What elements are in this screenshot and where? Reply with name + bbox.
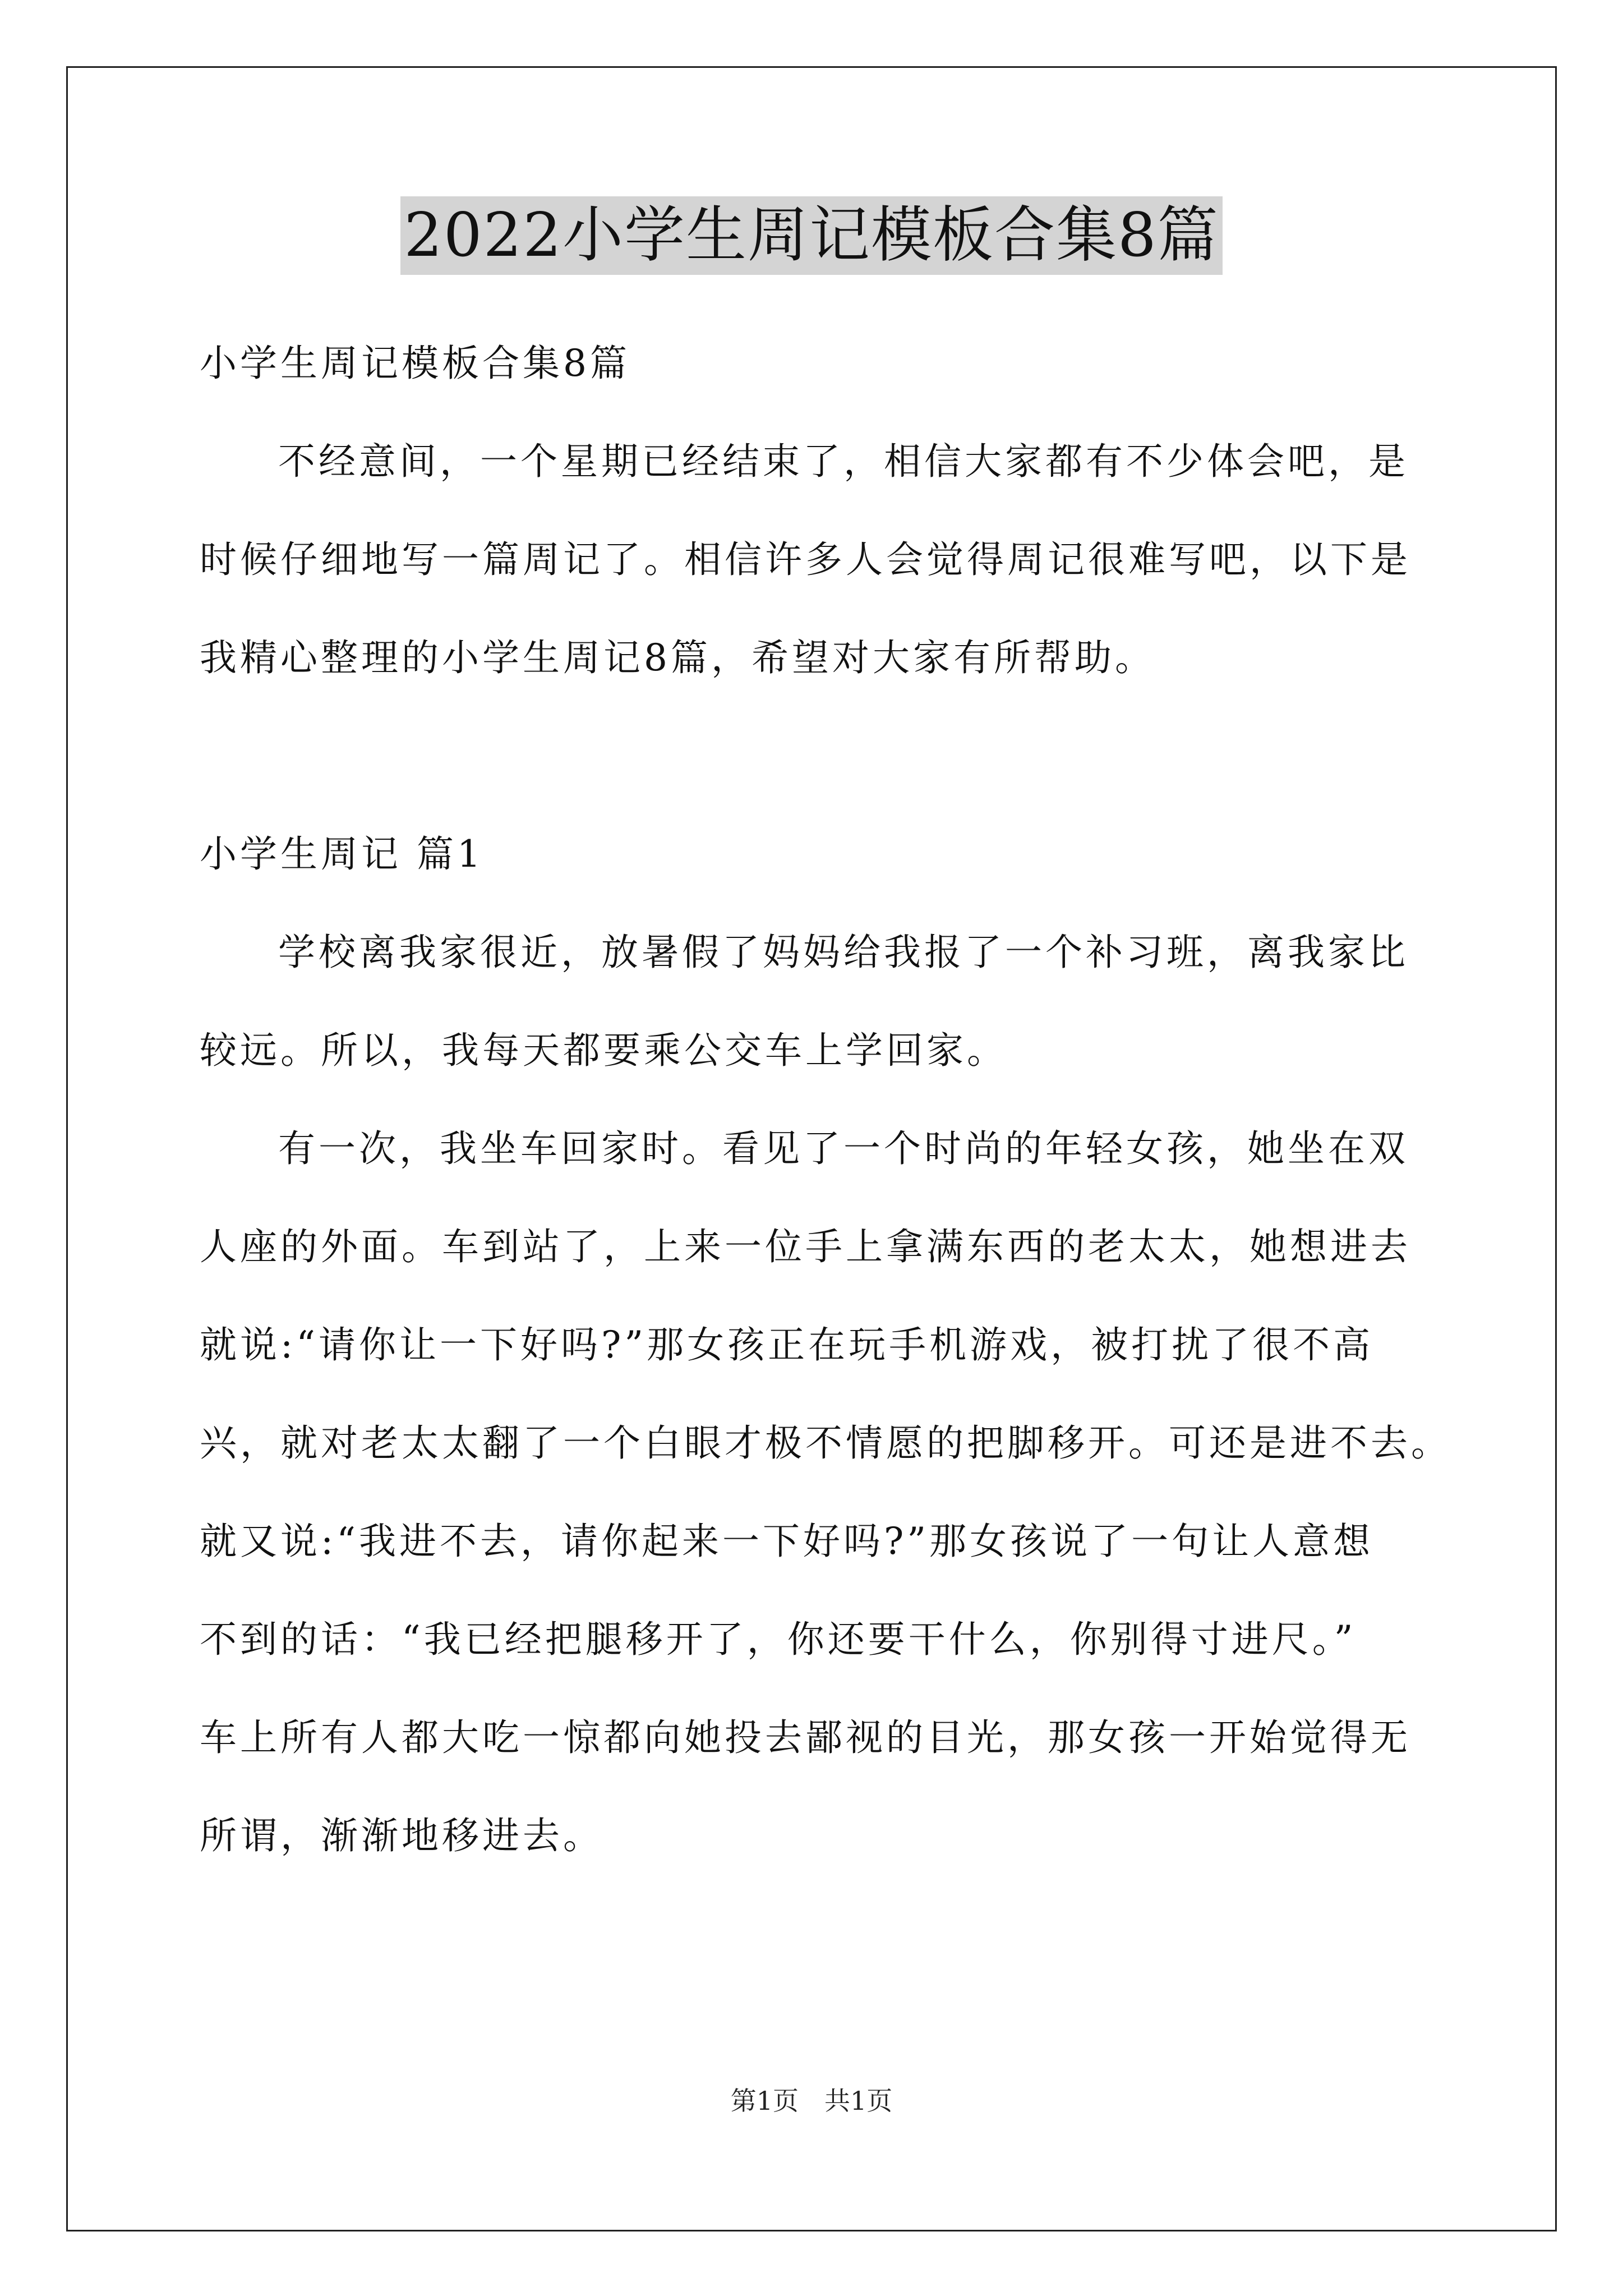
paragraph-line: 较远。所以，我每天都要乘公交车上学回家。 <box>200 1029 1007 1072</box>
page-footer: 第1页 共1页 <box>730 2086 893 2116</box>
paragraph-line: 就又说:“我进不去，请你起来一下好吗?”那女孩说了一句让人意想 <box>200 1520 1374 1563</box>
paragraph-line: 就说:“请你让一下好吗?”那女孩正在玩手机游戏，被打扰了很不高 <box>200 1323 1374 1366</box>
document-subtitle: 小学生周记模板合集8篇 <box>200 342 630 385</box>
paragraph-line: 有一次，我坐车回家时。看见了一个时尚的年轻女孩，她坐在双 <box>278 1127 1409 1170</box>
title-container <box>0 196 1623 275</box>
paragraph-line: 学校离我家很近，放暑假了妈妈给我报了一个补习班，离我家比 <box>278 931 1409 974</box>
paragraph-line: 车上所有人都大吃一惊都向她投去鄙视的目光，那女孩一开始觉得无 <box>200 1716 1411 1759</box>
section-heading: 小学生周记 篇1 <box>200 832 484 876</box>
document-body <box>200 314 1451 1885</box>
paragraph-line: 兴，就对老太太翻了一个白眼才极不情愿的把脚移开。可还是进不去。 <box>200 1421 1451 1465</box>
paragraph-line: 不到的话：“我已经把腿移开了，你还要干什么，你别得寸进尺。” <box>200 1618 1357 1661</box>
intro-line: 我精心整理的小学生周记8篇，希望对大家有所帮助。 <box>200 636 1155 679</box>
section-gap <box>200 707 1433 805</box>
intro-line: 不经意间，一个星期已经结束了，相信大家都有不少体会吧，是 <box>278 440 1409 483</box>
intro-line: 时候仔细地写一篇周记了。相信许多人会觉得周记很难写吧，以下是 <box>200 538 1411 581</box>
paragraph-line: 人座的外面。车到站了，上来一位手上拿满东西的老太太，她想进去 <box>200 1225 1411 1268</box>
paragraph-line: 所谓，渐渐地移进去。 <box>200 1814 603 1857</box>
document-title: 2022小学生周记模板合集8篇 <box>400 196 1223 275</box>
